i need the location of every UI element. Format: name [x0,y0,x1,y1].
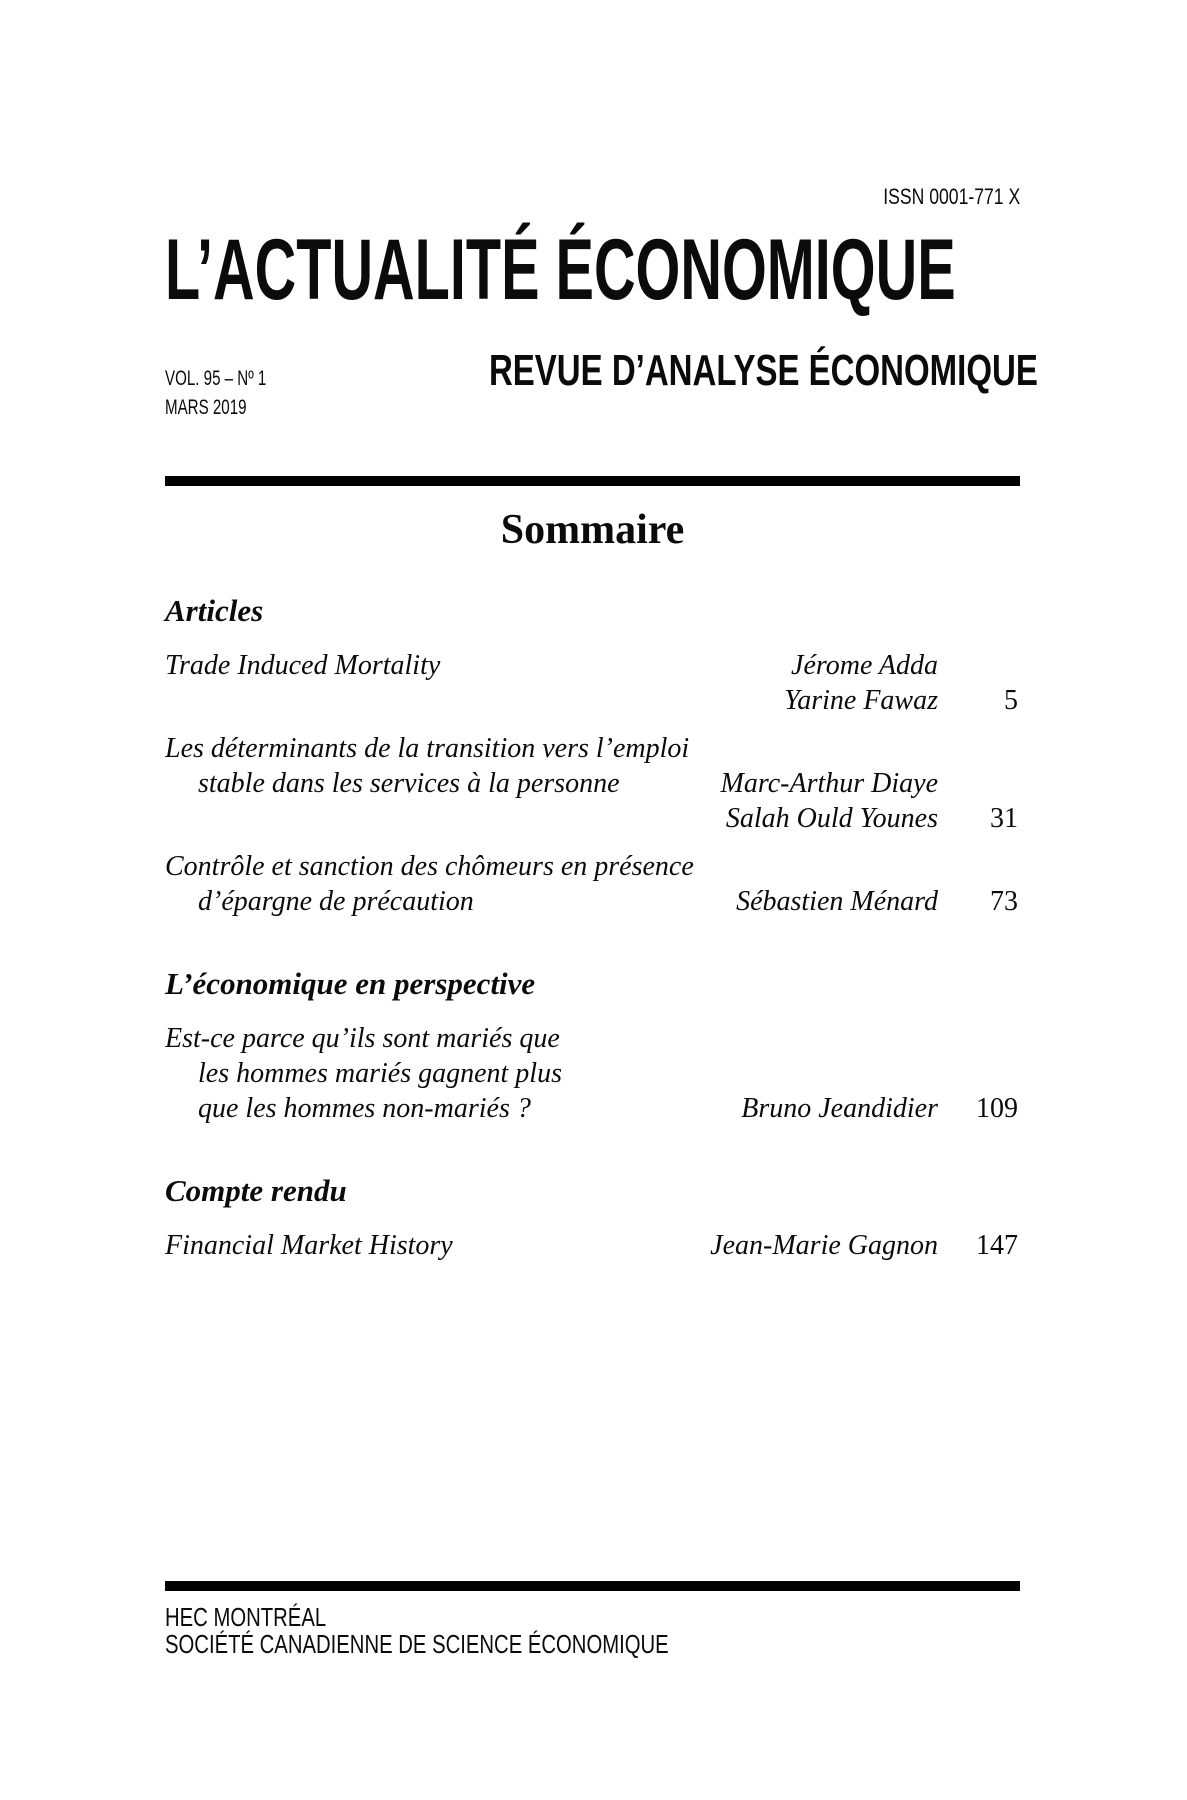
issn-text: ISSN 0001-771 X [883,184,1020,209]
entry-title-line: Financial Market History [165,1230,453,1261]
section-heading: Articles [165,593,264,628]
entry-author: Sébastien Ménard [736,886,938,917]
entry-title-line: stable dans les services à la personne [198,768,620,799]
page-content [165,0,1038,1263]
toc-title: Sommaire [500,507,685,553]
toc-entry [165,1021,1020,1126]
entry-row [165,766,1020,801]
section-heading: Compte rendu [165,1173,347,1208]
entry-row [165,683,1020,718]
publisher-lines [165,1604,1020,1658]
journal-title-text: L’ACTUALITÉ ÉCONOMIQUE [165,222,956,318]
subheader-row [165,346,1038,422]
entry-author: Jérome Adda [791,650,938,681]
entry-title-line [165,801,726,836]
journal-title [165,222,1020,318]
entry-page-number [938,1021,1020,1056]
entry-title-line: Les déterminants de la transition vers l’emploi [165,733,690,764]
entry-title-line: les hommes mariés gagnent plus [198,1058,562,1089]
volume-block [165,364,306,422]
toc-entry [165,731,1020,836]
volume-line: VOL. 95 – Nº 1 [165,367,267,390]
toc-entry [165,1228,1020,1263]
entry-author: Marc-Arthur Diaye [720,768,938,799]
entry-author: Jean-Marie Gagnon [710,1230,938,1261]
toc-entry [165,648,1020,718]
entry-page-number: 73 [990,886,1018,917]
toc-section [165,593,1020,919]
entry-page-number [938,648,1020,683]
entry-title-line [165,683,784,718]
entry-title-line: que les hommes non-mariés ? [198,1093,531,1124]
entry-author: Salah Ould Younes [725,803,938,834]
journal-subtitle: REVUE D’ANALYSE ÉCONOMIQUE [488,346,1038,395]
issn-line [165,184,1020,209]
entry-page-number: 147 [976,1230,1018,1261]
publisher-line-1: HEC MONTRÉAL [165,1602,327,1632]
entry-author: Yarine Fawaz [784,685,938,716]
entry-row [165,1021,1020,1056]
entry-row [165,1091,1020,1126]
entry-row [165,1228,1020,1263]
entry-page-number: 31 [990,803,1018,834]
publisher-line-2: SOCIÉTÉ CANADIENNE DE SCIENCE ÉCONOMIQUE [165,1629,669,1659]
footer [165,1581,1020,1658]
entry-row [165,801,1020,836]
toc-section [165,966,1020,1126]
entry-page-number [938,1056,1020,1091]
entry-row [165,731,1020,766]
entry-row [165,884,1020,919]
date-line: MARS 2019 [165,396,247,419]
entry-page-number [938,849,1020,884]
entry-row [165,1056,1020,1091]
entry-page-number [938,731,1020,766]
section-heading: L’économique en perspective [165,966,536,1001]
entry-page-number [938,766,1020,801]
entry-title-line: Trade Induced Mortality [165,650,441,681]
entry-page-number: 109 [976,1093,1018,1124]
entry-author: Bruno Jeandidier [741,1093,938,1124]
toc-entry [165,849,1020,919]
entry-row [165,648,1020,683]
toc-sections [165,593,1020,1263]
entry-title-line: Contrôle et sanction des chômeurs en présence [165,851,694,882]
top-divider [165,476,1020,486]
entry-title-line: Est-ce parce qu’ils sont mariés que [165,1023,560,1054]
toc-section [165,1173,1020,1263]
entry-title-line: d’épargne de précaution [198,886,474,917]
entry-row [165,849,1020,884]
bottom-divider [165,1581,1020,1591]
entry-page-number: 5 [1004,685,1018,716]
